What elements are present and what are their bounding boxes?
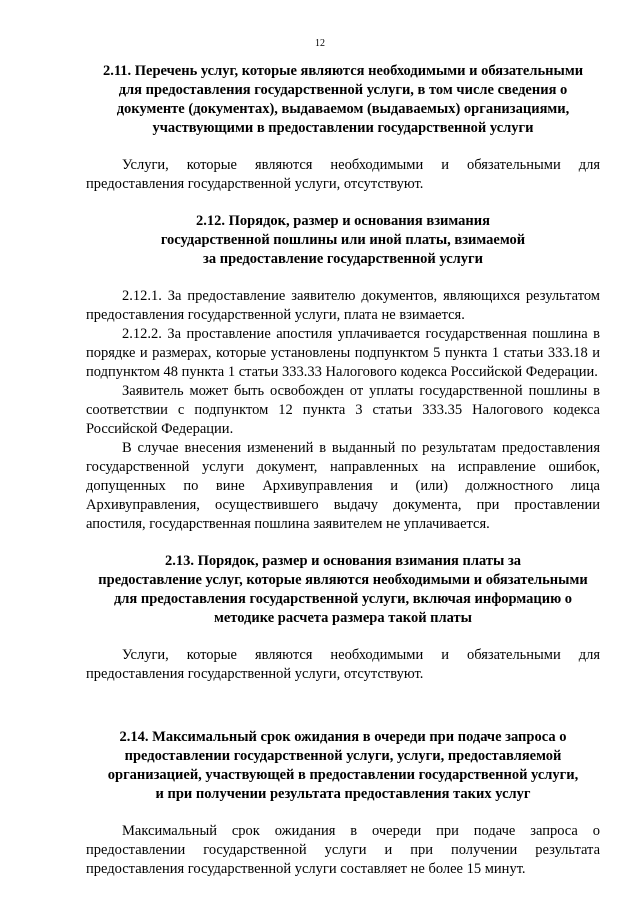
heading-line: 2.11. Перечень услуг, которые являются необходимыми и обязательными <box>102 63 584 79</box>
section-heading <box>86 552 600 628</box>
paragraph: В случае внесения изменений в выданный по результатам предоставления государственной услуги документ, направленных на исправление ошибок, допущенных по вине Архивуправления и (или) должностного лица Архивуправления, осуществившего выдачу документа, при проставлении апостиля, государственная пошлина заявителем не уплачивается. <box>86 440 600 532</box>
page-number: 12 <box>315 38 325 49</box>
paragraph: Максимальный срок ожидания в очереди при подаче запроса о предоставлении государственной услуги и при получении результата предоставления государственной услуги составляет не более 15 минут. <box>86 823 600 877</box>
heading-line: для предоставления государственной услуги, в том числе сведения о <box>118 82 568 98</box>
heading-line: методике расчета размера такой платы <box>213 610 472 626</box>
section-heading <box>86 728 600 804</box>
paragraph: Услуги, которые являются необходимыми и обязательными для предоставления государственной услуги, отсутствуют. <box>86 157 600 192</box>
paragraph: 2.12.2. За проставление апостиля уплачивается государственная пошлина в порядке и размерах, которые установлены подпунктом 5 пункта 1 статьи 333.18 и подпунктом 48 пункта 1 статьи 333.33 Налогового кодекса Российской Федерации. <box>86 326 600 380</box>
heading-line: предоставление услуг, которые являются необходимыми и обязательными <box>98 572 588 588</box>
heading-line: участвующими в предоставлении государственной услуги <box>152 120 534 136</box>
paragraph: Услуги, которые являются необходимыми и обязательными для предоставления государственной услуги, отсутствуют. <box>86 647 600 682</box>
document-content <box>86 62 600 879</box>
section-heading <box>86 212 600 269</box>
section-2-14 <box>86 728 600 879</box>
section-2-11 <box>86 62 600 194</box>
section-2-12 <box>86 212 600 534</box>
heading-line: 2.14. Максимальный срок ожидания в очереди при подаче запроса о <box>119 729 567 745</box>
heading-line: 2.12. Порядок, размер и основания взимания <box>196 213 490 229</box>
section-heading <box>86 62 600 138</box>
heading-line: для предоставления государственной услуги, включая информацию о <box>113 591 573 607</box>
heading-line: и при получении результата предоставления таких услуг <box>155 786 531 802</box>
heading-line: государственной пошлины или иной платы, взимаемой <box>160 232 526 248</box>
heading-line: предоставлении государственной услуги, услуги, предоставляемой <box>124 748 562 764</box>
heading-line: документе (документах), выдаваемом (выдаваемых) организациями, <box>116 101 570 117</box>
heading-line: организацией, участвующей в предоставлении государственной услуги, <box>107 767 579 783</box>
heading-line: 2.13. Порядок, размер и основания взимания платы за <box>164 553 522 569</box>
section-2-13 <box>86 552 600 684</box>
heading-line: за предоставление государственной услуги <box>203 251 483 267</box>
paragraph: 2.12.1. За предоставление заявителю документов, являющихся результатом предоставления государственной услуги, плата не взимается. <box>86 288 600 323</box>
paragraph: Заявитель может быть освобожден от уплаты государственной пошлины в соответствии с подпунктом 12 пункта 3 статьи 333.35 Налогового кодекса Российской Федерации. <box>86 383 600 437</box>
